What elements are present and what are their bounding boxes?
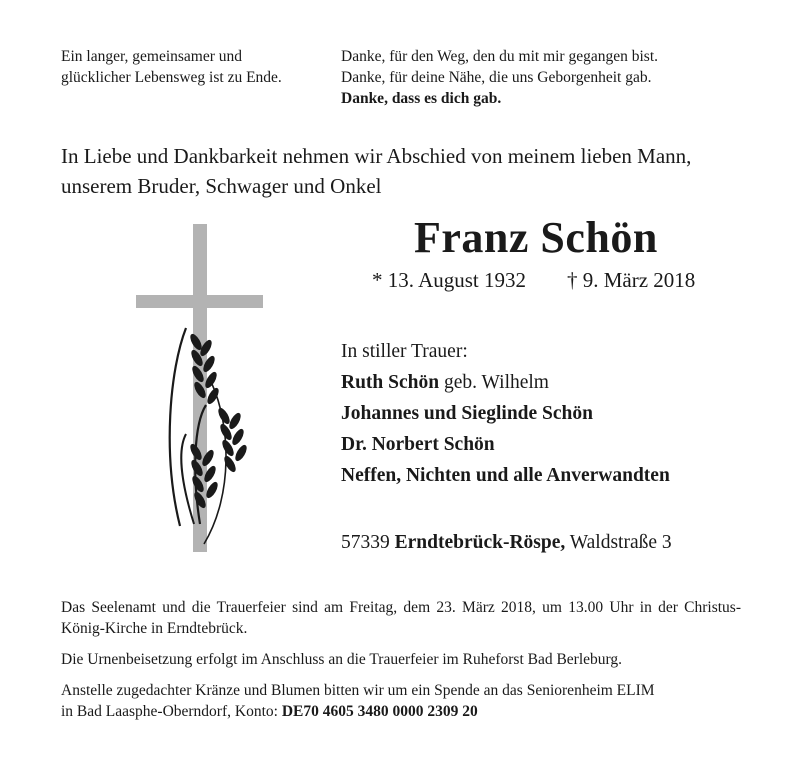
intro-text [61,141,761,201]
birth-date: * 13. August 1932 [372,268,527,292]
intro-line-1: In Liebe und Dankbarkeit nehmen wir Abschied von meinem lieben Mann, [61,144,692,168]
note-burial: Die Urnenbeisetzung erfolgt im Anschluss an die Trauerfeier im Ruheforst Bad Berleburg. [61,651,623,668]
address [341,528,672,557]
death-date: † 9. März 2018 [567,268,696,292]
quote-left-line-2: glücklicher Lebensweg ist zu Ende. [61,69,282,86]
quote-right-line-3: Danke, dass es dich gab. [341,90,502,107]
mourners-heading: In stiller Trauer: [341,341,468,362]
iban: DE70 4605 3480 0000 2309 20 [281,703,478,720]
mourner-1-name: Ruth Schön [341,372,440,393]
address-city: Erndtebrück-Röspe, [394,532,566,553]
address-zip: 57339 [341,532,395,553]
note-donation-line-2 [61,701,741,722]
note-donation [61,680,741,722]
mourner-1-maiden: geb. Wilhelm [439,372,549,393]
quote-right-line-2: Danke, für deine Nähe, die uns Geborgenheit gab. [341,69,652,86]
note-ceremony: Das Seelenamt und die Trauerfeier sind am Freitag, dem 23. März 2018, um 13.00 Uhr in der Christus-König-Kirche in Erndtebrück. [61,599,741,637]
cross-with-wheat-icon [134,224,274,554]
note-donation-line-1: Anstelle zugedachter Kränze und Blumen bitten wir um ein Spende an das Seniorenheim ELIM [61,682,655,699]
mourner-3: Dr. Norbert Schön [341,434,495,455]
mourner-1 [341,368,761,397]
quote-right-line-1: Danke, für den Weg, den du mit mir gegangen bist. [341,48,659,65]
notes [61,597,741,722]
mourners-block [341,337,761,490]
quote-left-line-1: Ein langer, gemeinsamer und [61,48,243,65]
intro-line-2: unserem Bruder, Schwager und Onkel [61,174,382,198]
deceased-name: Franz Schön [414,213,658,262]
mourner-4: Neffen, Nichten und alle Anverwandten [341,465,670,486]
note-donation-account-label: in Bad Laasphe-Oberndorf, Konto: [61,703,282,720]
quote-right [341,46,761,109]
address-street: Waldstraße 3 [565,532,672,553]
quote-left [61,46,331,88]
mourner-2: Johannes und Sieglinde Schön [341,403,593,424]
